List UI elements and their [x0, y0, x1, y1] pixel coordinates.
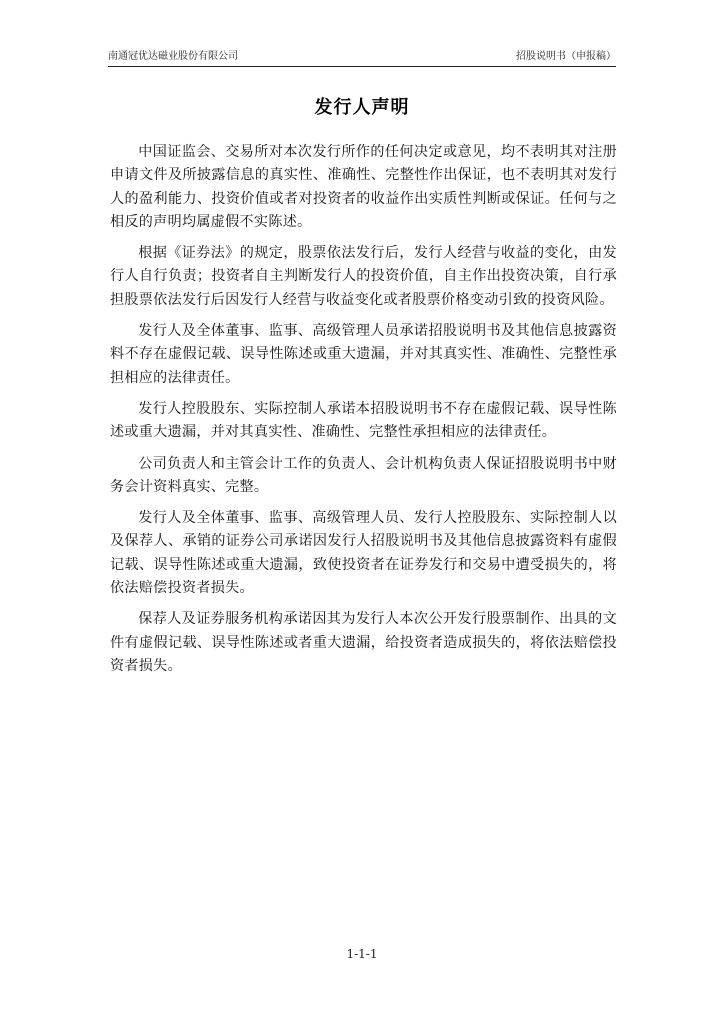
declaration-body — [110, 141, 617, 686]
paragraph-6: 发行人及全体董事、监事、高级管理人员、发行人控股股东、实际控制人以及保荐人、承销的证券公司承诺因发行人招股说明书及其他信息披露资料有虚假记载、误导性陈述或重大遗漏，致使投资者在证券发行和交易中遭受损失的，将依法赔偿投资者损失。 — [110, 510, 617, 597]
paragraph-3: 发行人及全体董事、监事、高级管理人员承诺招股说明书及其他信息披露资料不存在虚假记载、误导性陈述或重大遗漏，并对其真实性、准确性、完整性承担相应的法律责任。 — [110, 323, 617, 386]
header-company-name: 南通冠优达磁业股份有限公司 — [108, 51, 238, 62]
paragraph-7: 保荐人及证券服务机构承诺因其为发行人本次公开发行股票制作、出具的文件有虚假记载、误导性陈述或者重大遗漏，给投资者造成损失的，将依法赔偿投资者损失。 — [110, 611, 617, 674]
running-header — [108, 50, 616, 67]
paragraph-1: 中国证监会、交易所对本次发行所作的任何决定或意见，均不表明其对注册申请文件及所披露信息的真实性、准确性、完整性作出保证，也不表明其对发行人的盈利能力、投资价值或者对投资者的收益作出实质性判断或保证。任何与之相反的声明均属虚假不实陈述。 — [110, 144, 617, 230]
paragraph-4: 发行人控股股东、实际控制人承诺本招股说明书不存在虚假记载、误导性陈述或重大遗漏，并对其真实性、准确性、完整性承担相应的法律责任。 — [110, 400, 617, 441]
paragraph-2: 根据《证券法》的规定，股票依法发行后，发行人经营与收益的变化，由发行人自行负责；投资者自主判断发行人的投资价值，自主作出投资决策，自行承担股票依法发行后因发行人经营与收益变化或者股票价格变动引致的投资风险。 — [110, 245, 617, 308]
header-document-type: 招股说明书（申报稿） — [516, 51, 616, 62]
page-number: 1-1-1 — [346, 947, 378, 961]
paragraph-5: 公司负责人和主管会计工作的负责人、会计机构负责人保证招股说明书中财务会计资料真实、完整。 — [110, 455, 617, 495]
page-title: 发行人声明 — [314, 97, 410, 118]
